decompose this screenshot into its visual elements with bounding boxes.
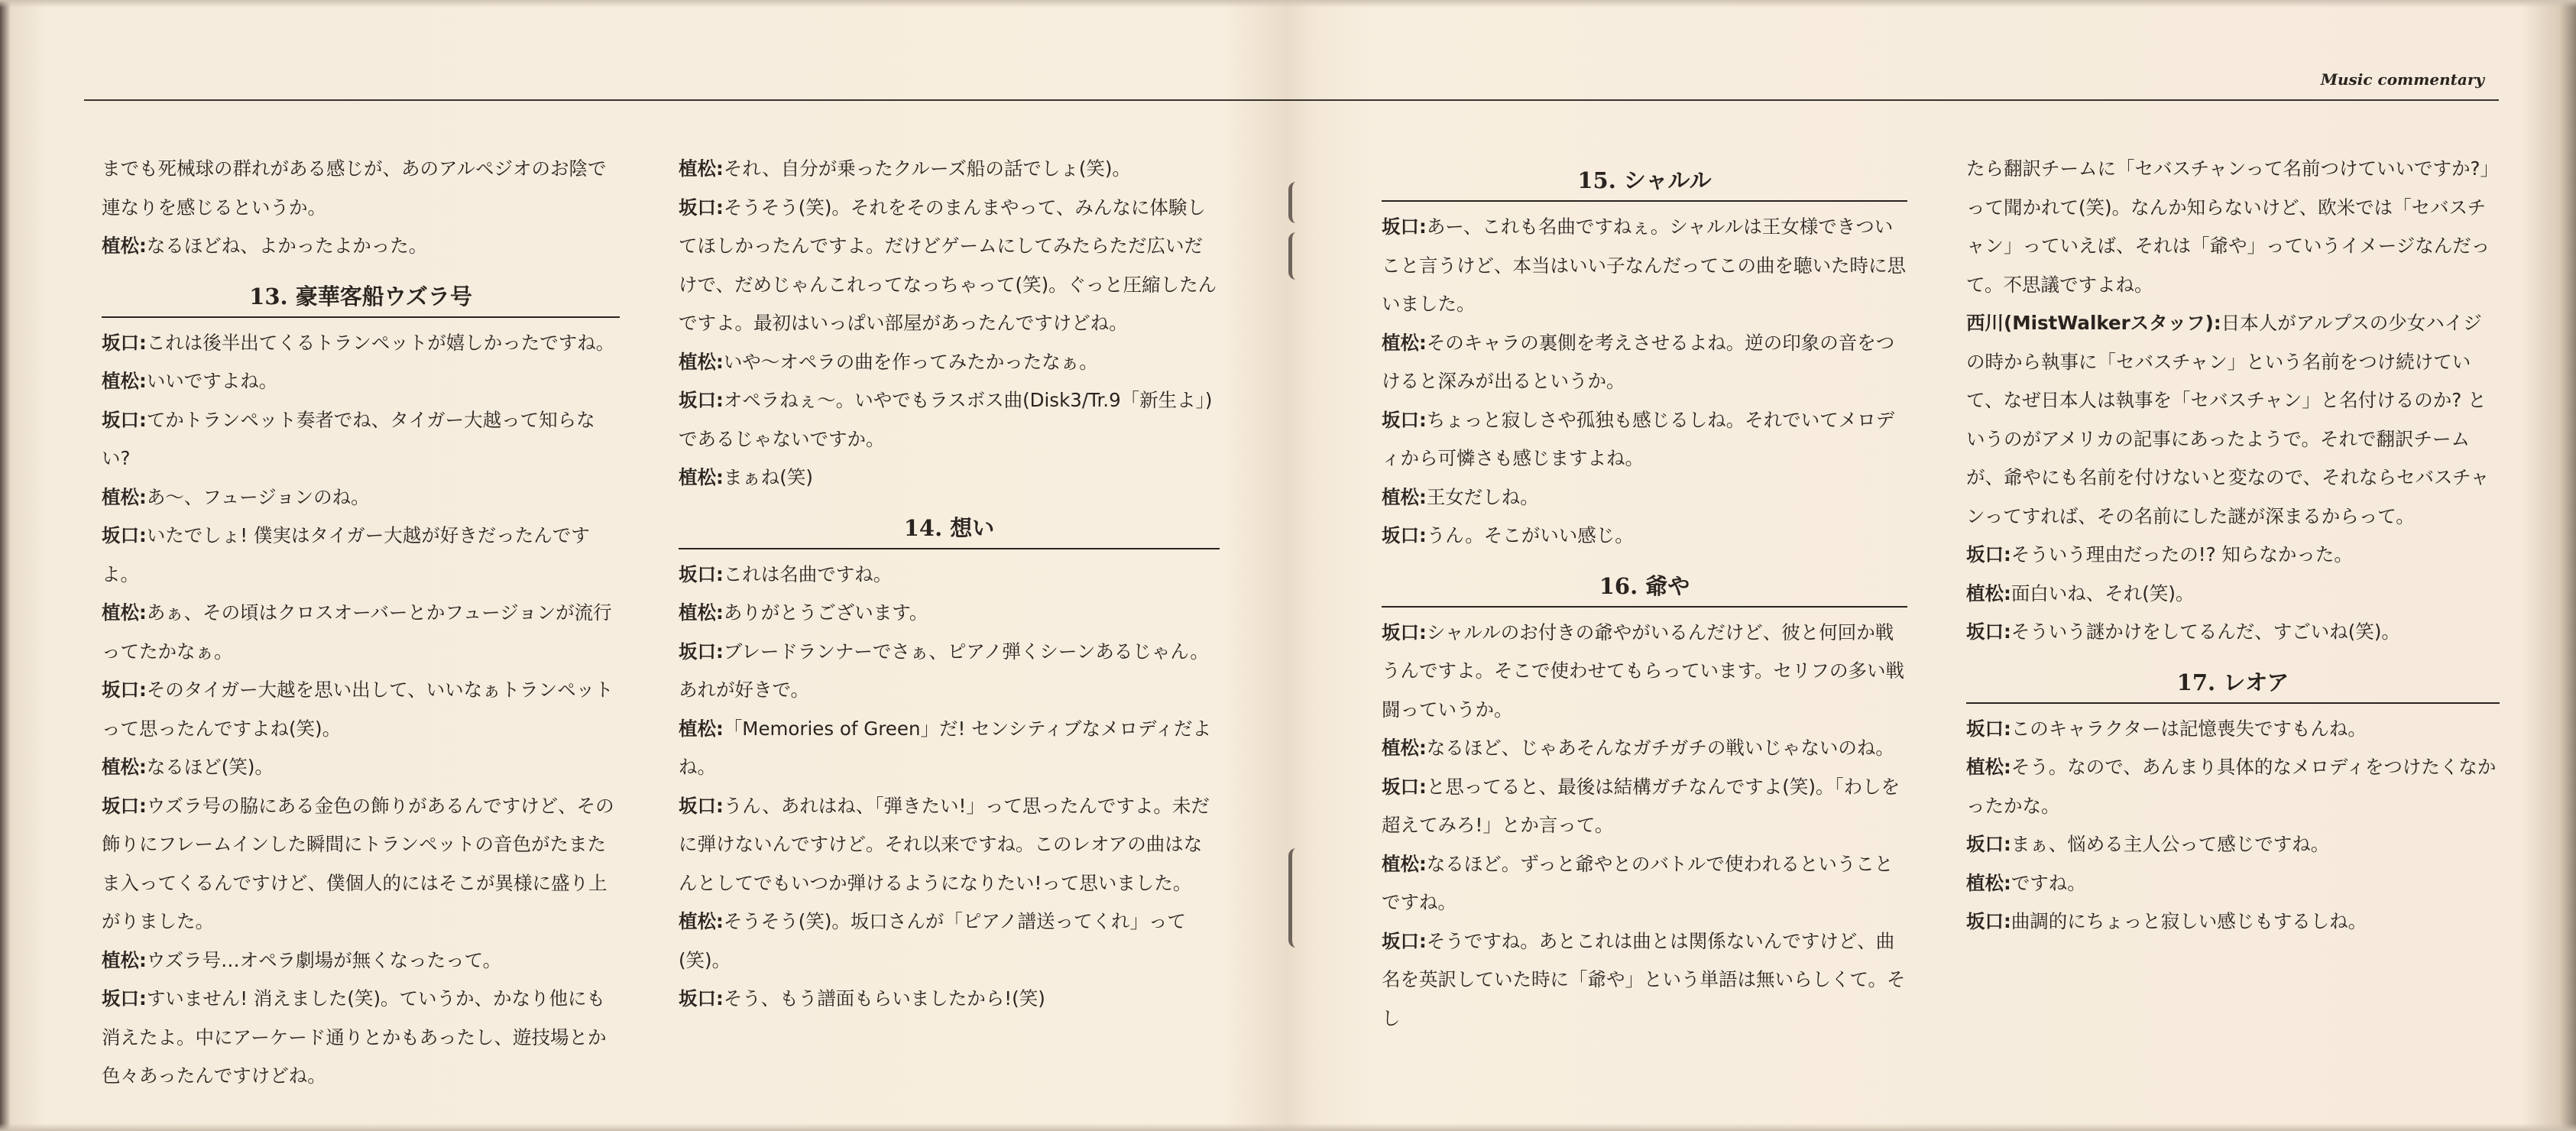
- speaker-name: 坂口: [102, 408, 139, 431]
- speaker-name: 植松: [1966, 756, 2004, 778]
- speaker-name: 植松: [679, 717, 716, 740]
- dialogue-text: なるほど(笑)。: [146, 756, 274, 778]
- speaker-colon: :: [716, 601, 724, 624]
- speaker-colon: :: [716, 794, 724, 817]
- dialogue-text: そのタイガー大越を思い出して、いいなぁトランペットって思ったんですよね(笑)。: [102, 679, 614, 740]
- speaker-name: 植松: [102, 370, 139, 392]
- dialogue-text: 面白いね、それ(笑)。: [2011, 582, 2195, 604]
- dialogue-line: [679, 459, 1220, 497]
- speaker-name: 植松: [1966, 582, 2004, 604]
- speaker-colon: :: [139, 794, 147, 817]
- speaker-name: 植松: [679, 157, 716, 180]
- speaker-name: 坂口: [102, 679, 139, 701]
- staple-top-lower: [1288, 232, 1301, 280]
- dialogue-text: 日本人がアルプスの少女ハイジの時から執事に「セバスチャン」という名前をつけ続けていて、なぜ日本人は執事を「セバスチャン」と名付けるのか? というのがアメリカの記事にあったようで。それで翻訳チームが、爺やにも名前を付けないと変なので、それならセバスチャンってすれば、その名前にした謎が深まるからって。: [1966, 312, 2490, 527]
- speaker-colon: :: [2004, 756, 2011, 778]
- speaker-name: 坂口: [1382, 524, 1419, 546]
- speaker-name: 植松: [679, 601, 716, 624]
- section-heading: [679, 497, 1220, 549]
- speaker-name: 坂口: [679, 640, 716, 663]
- speaker-colon: :: [139, 679, 147, 701]
- dialogue-text: てかトランペット奏者でね、タイガー大越って知らない?: [102, 408, 595, 469]
- speaker-colon: :: [716, 389, 724, 411]
- speaker-name: 坂口: [1382, 929, 1419, 952]
- speaker-name: 坂口: [679, 562, 716, 585]
- dialogue-line: [679, 633, 1220, 710]
- speaker-colon: :: [716, 717, 724, 740]
- dialogue-line: [1382, 922, 1907, 1039]
- section-heading: [102, 266, 620, 318]
- speaker-colon: :: [1419, 524, 1427, 546]
- dialogue-text: いたでしょ! 僕実はタイガー大越が好きだったんですよ。: [102, 524, 590, 585]
- speaker-colon: :: [716, 350, 724, 373]
- speaker-name: 坂口: [1966, 621, 2004, 643]
- dialogue-text: オペラねぇ～。いやでもラスボス曲(Disk3/Tr.9「新生よ」)であるじゃないですか。: [679, 389, 1213, 450]
- speaker-name: 坂口: [1966, 910, 2004, 932]
- dialogue-text: なるほど。ずっと爺やとのバトルで使われるということですね。: [1382, 852, 1894, 913]
- dialogue-text: ブレードランナーでさぁ、ピアノ弾くシーンあるじゃん。あれが好きで。: [679, 640, 1209, 701]
- section-heading: [1382, 556, 1907, 608]
- section-title: 14. 想い: [903, 514, 995, 541]
- speaker-colon: :: [139, 948, 147, 971]
- speaker-name: 坂口: [1382, 775, 1419, 798]
- speaker-name: 植松: [102, 485, 139, 508]
- speaker-name: 植松: [1382, 485, 1419, 508]
- dialogue-text: うん、あれはね、「弾きたい!」って思ったんですよ。未だに弾けないんですけど。それ以来ですね。このレオアの曲はなんとしてでもいつか弾けるようになりたい!って思いました。: [679, 794, 1210, 894]
- speaker-name: 植松: [1382, 331, 1419, 354]
- dialogue-line: [102, 748, 620, 787]
- speaker-name: 植松: [1382, 737, 1419, 759]
- dialogue-line: [102, 324, 620, 363]
- speaker-colon: :: [2004, 543, 2011, 566]
- dialogue-line: [1966, 304, 2500, 536]
- speaker-name: 坂口: [679, 987, 716, 1009]
- dialogue-line: [102, 594, 620, 671]
- dialogue-text: 曲調的にちょっと寂しい感じもするしね。: [2011, 910, 2367, 932]
- dialogue-line: [102, 478, 620, 517]
- dialogue-line: [679, 903, 1220, 980]
- dialogue-text: そう。なので、あんまり具体的なメロディをつけたくなかったかな。: [1966, 756, 2497, 817]
- speaker-colon: :: [2213, 312, 2221, 334]
- dialogue-line: [102, 227, 620, 266]
- speaker-name: 植松: [102, 948, 139, 971]
- staple-top: [1288, 182, 1301, 223]
- dialogue-text: ウズラ号の脇にある金色の飾りがあるんですけど、その飾りにフレームインした瞬間にトランペットの音色がたまたま入ってくるんですけど、僕個人的にはそこが異様に盛り上がりました。: [102, 794, 614, 932]
- speaker-colon: :: [716, 466, 724, 488]
- dialogue-line: [679, 189, 1220, 343]
- speaker-name: 植松: [102, 235, 139, 257]
- speaker-name: 坂口: [679, 794, 716, 817]
- speaker-colon: :: [139, 370, 147, 392]
- speaker-colon: :: [139, 485, 147, 508]
- speaker-colon: :: [2004, 582, 2011, 604]
- dialogue-text: そう、もう譜面もらいましたから!(笑): [723, 987, 1045, 1009]
- dialogue-text: あー、これも名曲ですねぇ。シャルルは王女様できついこと言うけど、本当はいい子なんだってこの曲を聴いた時に思いました。: [1382, 216, 1906, 315]
- dialogue-line: [1966, 613, 2500, 652]
- dialogue-line: [679, 594, 1220, 633]
- dialogue-line: [102, 941, 620, 980]
- section-heading: [1382, 150, 1907, 202]
- speaker-colon: :: [716, 910, 724, 932]
- section-title: 16. 爺や: [1599, 572, 1690, 599]
- dialogue-line: [679, 556, 1220, 595]
- speaker-colon: :: [139, 987, 147, 1009]
- dialogue-line: [1382, 208, 1907, 324]
- dialogue-line: [1382, 478, 1907, 517]
- dialogue-line: [1382, 845, 1907, 922]
- dialogue-text: これは名曲ですね。: [723, 562, 893, 585]
- speaker-name: 坂口: [1382, 621, 1419, 643]
- speaker-colon: :: [2004, 621, 2011, 643]
- speaker-name: 坂口: [679, 196, 716, 219]
- speaker-name: 植松: [679, 350, 716, 373]
- dialogue-text: なるほどね、よかったよかった。: [146, 235, 428, 257]
- speaker-name: 植松: [102, 601, 139, 624]
- dialogue-line: [102, 671, 620, 748]
- dialogue-line: [1966, 710, 2500, 749]
- speaker-colon: :: [139, 601, 147, 624]
- speaker-name: 植松: [679, 910, 716, 932]
- dialogue-text: いいですよね。: [146, 370, 278, 392]
- dialogue-text: そうそう(笑)。それをそのまんまやって、みんなに体験してほしかったんですよ。だけどゲームにしてみたらただ広いだけで、だめじゃんこれってなっちゃって(笑)。ぐっと圧縮したんですよ。最初はいっぱい部屋があったんですけどね。: [679, 196, 1217, 334]
- speaker-colon: :: [1419, 775, 1427, 798]
- dialogue-line: [1382, 768, 1907, 845]
- dialogue-text: 王女だしね。: [1426, 485, 1539, 508]
- dialogue-text: そうそう(笑)。坂口さんが「ピアノ譜送ってくれ」って(笑)。: [679, 910, 1186, 971]
- speaker-colon: :: [139, 408, 147, 431]
- section-label: Music commentary: [2320, 70, 2484, 89]
- dialogue-text: ウズラ号…オペラ劇場が無くなったって。: [146, 948, 502, 971]
- speaker-colon: :: [139, 756, 147, 778]
- dialogue-line: [679, 150, 1220, 189]
- speaker-colon: :: [716, 562, 724, 585]
- dialogue-line: [1382, 614, 1907, 730]
- dialogue-line: [102, 787, 620, 941]
- dialogue-line: [1966, 536, 2500, 575]
- dialogue-line: [102, 362, 620, 401]
- dialogue-line: [1966, 748, 2500, 825]
- speaker-colon: :: [139, 524, 147, 546]
- continued-text: までも死械球の群れがある感じが、あのアルペジオのお陰で連なりを感じるというか。: [102, 157, 607, 219]
- dialogue-text: ちょっと寂しさや孤独も感じるしね。それでいてメロディから可憐さも感じますよね。: [1382, 408, 1895, 469]
- dialogue-text: そういう謎かけをしてるんだ、すごいね(笑)。: [2011, 621, 2400, 643]
- dialogue-text: それ、自分が乗ったクルーズ船の話でしょ(笑)。: [723, 157, 1131, 180]
- column-2: [679, 150, 1220, 1019]
- dialogue-line: [1382, 517, 1907, 556]
- dialogue-line: [102, 517, 620, 594]
- staple-bottom: [1288, 848, 1301, 948]
- section-underline: [1382, 200, 1907, 202]
- column-4: [1966, 150, 2500, 941]
- dialogue-text: そういう理由だったの!? 知らなかった。: [2011, 543, 2353, 566]
- dialogue-line: [679, 710, 1220, 787]
- speaker-colon: :: [716, 640, 724, 663]
- dialogue-line: [1966, 575, 2500, 614]
- page-edge-top: [0, 0, 2576, 8]
- dialogue-line: [679, 980, 1220, 1019]
- dialogue-text: まぁ、悩める主人公って感じですね。: [2011, 833, 2330, 855]
- speaker-colon: :: [1419, 929, 1427, 952]
- speaker-name: 植松: [1382, 852, 1419, 875]
- speaker-colon: :: [1419, 485, 1427, 508]
- dialogue-text: まぁね(笑): [723, 466, 813, 488]
- dialogue-text: いや～オペラの曲を作ってみたかったなぁ。: [723, 350, 1098, 373]
- dialogue-line: [1966, 864, 2500, 903]
- dialogue-line: [1966, 903, 2500, 941]
- dialogue-text: ですね。: [2011, 871, 2086, 894]
- dialogue-text: あぁ、その頃はクロスオーバーとかフュージョンが流行ってたかなぁ。: [102, 601, 612, 663]
- speaker-colon: :: [1419, 852, 1427, 875]
- dialogue-line: [679, 381, 1220, 459]
- dialogue-text: シャルルのお付きの爺やがいるんだけど、彼と何回か戦うんですよ。そこで使わせてもらっています。セリフの多い戦闘っていうか。: [1382, 621, 1905, 721]
- speaker-name: 坂口: [679, 389, 716, 411]
- dialogue-line: [102, 401, 620, 478]
- dialogue-line: [679, 343, 1220, 382]
- speaker-colon: :: [139, 235, 147, 257]
- dialogue-text: と思ってると、最後は結構ガチなんですよ(笑)。「わしを超えてみろ!」とか言って。: [1382, 775, 1900, 836]
- speaker-name: 坂口: [102, 524, 139, 546]
- dialogue-text: なるほど、じゃあそんなガチガチの戦いじゃないのね。: [1426, 737, 1894, 759]
- column-3: [1382, 150, 1907, 1038]
- speaker-colon: :: [139, 331, 147, 354]
- speaker-colon: :: [2004, 717, 2011, 740]
- header-rule: [84, 99, 2499, 101]
- speaker-name: 西川(MistWalkerスタッフ): [1966, 312, 2214, 334]
- section-heading: [1966, 652, 2500, 704]
- speaker-colon: :: [1419, 216, 1427, 238]
- speaker-colon: :: [716, 987, 724, 1009]
- speaker-colon: :: [716, 157, 724, 180]
- section-underline: [102, 316, 620, 318]
- dialogue-line: [1966, 825, 2500, 864]
- speaker-colon: :: [2004, 871, 2011, 894]
- dialogue-line: [1382, 729, 1907, 768]
- speaker-colon: :: [1419, 621, 1427, 643]
- section-title: 13. 豪華客船ウズラ号: [249, 283, 472, 309]
- section-underline: [679, 548, 1220, 549]
- continued-text: たら翻訳チームに「セバスチャンって名前つけていいですか?」って聞かれて(笑)。なんか知らないけど、欧米では「セバスチャン」っていえば、それは「爺や」っていうイメージなんだって。不思議ですよね。: [1966, 157, 2500, 296]
- speaker-name: 坂口: [1966, 543, 2004, 566]
- speaker-name: 坂口: [102, 794, 139, 817]
- dialogue-line: [679, 787, 1220, 903]
- speaker-colon: :: [1419, 408, 1427, 431]
- dialogue-line: [1382, 324, 1907, 401]
- dialogue-text: あ～、フュージョンのね。: [146, 485, 370, 508]
- page-edge-bottom: [0, 1123, 2576, 1131]
- speaker-name: 植松: [679, 466, 716, 488]
- section-underline: [1966, 702, 2500, 704]
- dialogue-text: これは後半出てくるトランペットが嬉しかったですね。: [146, 331, 615, 354]
- speaker-name: 坂口: [1382, 408, 1419, 431]
- dialogue-text: ありがとうございます。: [723, 601, 928, 624]
- speaker-name: 坂口: [1382, 216, 1419, 238]
- dialogue-text: このキャラクターは記憶喪失ですもんね。: [2011, 717, 2367, 740]
- dialogue-line: [102, 980, 620, 1096]
- dialogue-text: そのキャラの裏側を考えさせるよね。逆の印象の音をつけると深みが出るというか。: [1382, 331, 1895, 392]
- dialogue-text: うん。そこがいい感じ。: [1426, 524, 1634, 546]
- speaker-colon: :: [1419, 331, 1427, 354]
- speaker-name: 坂口: [1966, 833, 2004, 855]
- speaker-colon: :: [2004, 910, 2011, 932]
- section-title: 15. シャルル: [1577, 167, 1712, 193]
- dialogue-line: [1382, 401, 1907, 478]
- speaker-colon: :: [2004, 833, 2011, 855]
- speaker-name: 坂口: [102, 987, 139, 1009]
- section-title: 17. レオア: [2176, 669, 2289, 695]
- speaker-colon: :: [1419, 737, 1427, 759]
- speaker-name: 植松: [102, 756, 139, 778]
- dialogue-text: そうですね。あとこれは曲とは関係ないんですけど、曲名を英訳していた時に「爺や」という単語は無いらしくて。そし: [1382, 929, 1906, 1029]
- speaker-name: 植松: [1966, 871, 2004, 894]
- speaker-name: 坂口: [1966, 717, 2004, 740]
- column-1: [102, 150, 620, 1096]
- dialogue-text: すいません! 消えました(笑)。ていうか、かなり他にも消えたよ。中にアーケード通りとかもあったし、遊技場とか色々あったんですけどね。: [102, 987, 607, 1087]
- speaker-name: 坂口: [102, 331, 139, 354]
- dialogue-text: 「Memories of Green」だ! センシティブなメロディだよね。: [679, 717, 1212, 778]
- section-underline: [1382, 606, 1907, 608]
- speaker-colon: :: [716, 196, 724, 219]
